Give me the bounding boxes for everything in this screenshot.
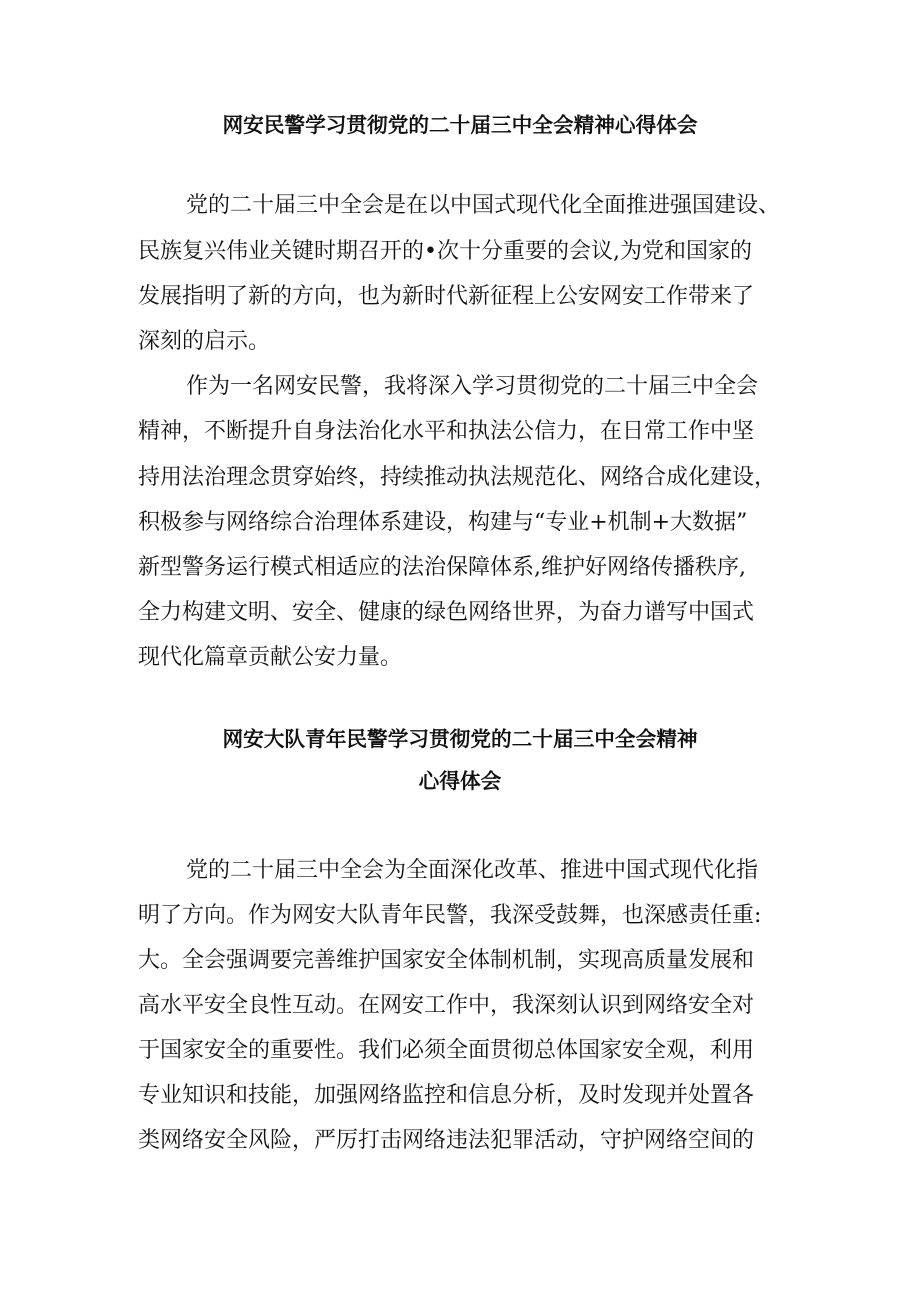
paragraph-line: 积极参与网络综合治理体系建设，构建与“专业+机制+大数据” <box>138 510 748 535</box>
paragraph-line: 深刻的启示。 <box>138 329 271 354</box>
paragraph-line: 发展指明了新的方向，也为新时代新征程上公安网安工作带来了 <box>138 284 755 309</box>
paragraph-line: 于国家安全的重要性。我们必须全面贯彻总体国家安全观，利用 <box>138 1038 755 1063</box>
paragraph-line: 作为一名网安民警，我将深入学习贯彻党的二十届三中全会 <box>186 374 759 399</box>
paragraph-line: 新型警务运行模式相适应的法治保障体系,维护好网络传播秩序, <box>138 555 746 580</box>
paragraph-line: 党的二十届三中全会为全面深化改革、推进中国式现代化指 <box>186 858 759 883</box>
paragraph-line: 精神，不断提升自身法治化水平和执法公信力，在日常工作中坚 <box>138 419 755 444</box>
paragraph-line: 党的二十届三中全会是在以中国式现代化全面推进强国建设、 <box>186 193 781 218</box>
section-2-title-line-1: 网安大队青年民警学习贯彻党的二十届三中全会精神 <box>222 727 698 751</box>
paragraph-line: 专业知识和技能，加强网络监控和信息分析，及时发现并处置各 <box>138 1083 755 1108</box>
paragraph-line: 现代化篇章贡献公安力量。 <box>138 645 403 670</box>
paragraph-line: 民族复兴伟业关键时期召开的•次十分重要的会议,为党和国家的 <box>138 239 752 264</box>
paragraph-line: 大。全会强调要完善维护国家安全体制机制，实现高质量发展和 <box>138 948 755 973</box>
paragraph-line: 高水平安全良性互动。在网安工作中，我深刻认识到网络安全对 <box>138 993 755 1018</box>
section-2-title-line-2: 心得体会 <box>418 769 502 793</box>
paragraph-line: 明了方向。作为网安大队青年民警，我深受鼓舞，也深感责任重: <box>138 903 762 928</box>
section-1-title: 网安民警学习贯彻党的二十届三中全会精神心得体会 <box>222 113 698 137</box>
paragraph-line: 全力构建文明、安全、健康的绿色网络世界，为奋力谱写中国式 <box>138 600 755 625</box>
paragraph-line: 持用法治理念贯穿始终，持续推动执法规范化、网络合成化建设， <box>138 465 777 490</box>
paragraph-line: 类网络安全风险，严厉打击网络违法犯罪活动，守护网络空间的 <box>138 1128 755 1153</box>
